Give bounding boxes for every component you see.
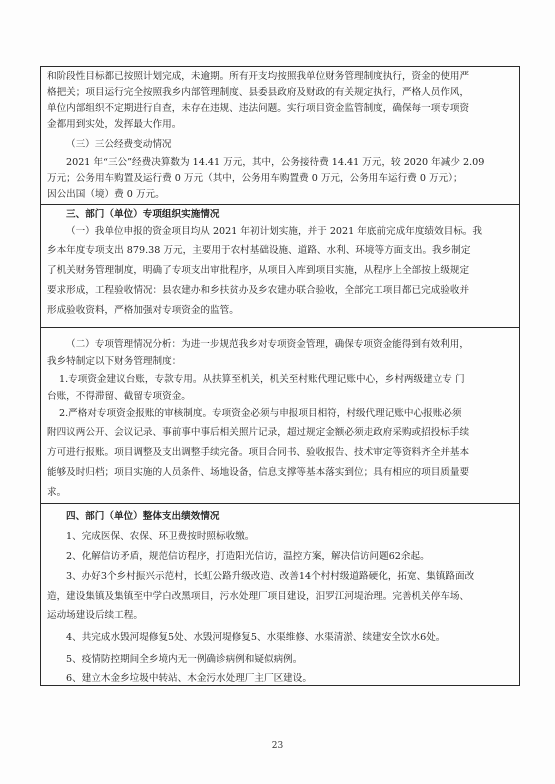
text-line: 台账，不得滞留、截留专项资金。: [47, 391, 191, 402]
text-line: 单位内部组织不定期进行自查，未存在违规、违法问题。实行项目资金监管制度，确保每一项专项资: [47, 103, 470, 114]
table-divider: [41, 503, 519, 504]
list-item: 3、办好3个乡村振兴示范村，长虹公路升级改造、改善14个村村级道路硬化，拓宽、集镇路面改: [66, 571, 475, 582]
text-line: 形成验收资料，严格加强对专项资金的监管。: [47, 305, 239, 316]
text-line: 金都用到实处，发挥最大作用。: [47, 119, 182, 130]
table-divider: [41, 327, 519, 328]
table-divider: [41, 204, 519, 205]
text-line: 了机关财务管理制度，明确了专项支出审批程序，从项目入库到项目实施，从程序上全部按上级规定: [47, 265, 470, 276]
text-line: 乡本年度专项支出 879.38 万元，主要用于农村基础设施、道路、水利、环境等方面支出。我乡制定: [47, 245, 471, 256]
text-line: 和阶段性目标都已按照计划完成，未逾期。所有开支均按照我单位财务管理制度执行，资金的使用严: [47, 71, 470, 82]
text-line: 要求形成，工程验收情况：县农建办和乡扶贫办及乡农建办联合验收，全部完工项目都已完成验收并: [47, 285, 470, 296]
list-item: 5、疫情防控期间全乡境内无一例确诊病例和疑似病例。: [66, 654, 303, 665]
table-frame: [40, 66, 520, 686]
text-line: 2021 年“三公”经费决算数为 14.41 万元，其中，公务接待费 14.41 万元，较 2020 年减少 2.09: [66, 157, 485, 168]
text-line: 能够及时归档；项目实施的人员条件、场地设备，信息支撑等基本落实到位；具有相应的项目质量要: [47, 467, 470, 478]
text-line: （一）我单位申报的资金项目均从 2021 年初计划实施，并于 2021 年底前完成年度绩效目标。我: [66, 226, 482, 237]
text-line: 1.专项资金建议台账，专款专用。从扶算至机关，机关至村账代理记账中心，乡村两级建立专 门: [59, 374, 465, 385]
text-line: 2.严格对专项资金报账的审核制度。专项资金必须与申报项目相符，村级代理记账中心报账必须: [59, 408, 462, 419]
text-line: 求。: [47, 487, 67, 498]
section-heading: 四、部门（单位）整体支出绩效情况: [66, 511, 220, 522]
text-line: 万元；公务用车购置及运行费 0 万元（其中，公务用车购置费 0 万元，公务用车运行费 0 万元）；: [47, 173, 463, 184]
text-line: 我乡特制定以下财务管理制度：: [47, 356, 182, 367]
text-line: 方可进行报账。项目调整及支出调整手续完备。项目合同书、验收报告、技术审定等资料齐全并基本: [47, 447, 470, 458]
text-line: 格把关；项目运行完全按照我乡内部管理制度、县委县政府及财政的有关规定执行，严格人员作风，: [47, 87, 470, 98]
list-item: 4、共完成水毁河堤修复5处、水毁河堤修复5、水渠维修、水渠清淤、续建安全饮水6处。: [66, 632, 446, 643]
section-heading: 三、部门（单位）专项组织实施情况: [66, 209, 220, 220]
text-line: （二）专项管理情况分析：为进一步规范我乡对专项资金管理，确保专项资金能得到有效利用，: [66, 339, 469, 350]
subsection-heading: （三）三公经费变动情况: [66, 139, 172, 150]
page-number: 23: [271, 741, 284, 751]
text-line: 附四议两公开、会议记录、事前事中事后相关照片记录，超过规定金额必须走政府采购或招投标手续: [47, 427, 470, 438]
list-item: 1、完成医保、农保、环卫费按时照标收缴。: [66, 531, 255, 542]
list-item: 6、建立木金乡垃圾中转站、木金污水处理厂主厂区建设。: [66, 673, 312, 684]
text-line: 因公出国（境）费 0 万元。: [47, 189, 165, 200]
text-line: 造，建设集镇及集镇至中学白改黑项目，污水处理厂项目建设，汨罗江河堤治理。完善机关停车场、: [47, 591, 470, 602]
list-item: 2、化解信访矛盾，规范信访程序，打造阳光信访，温控方案，解决信访问题62余起。: [66, 551, 430, 562]
text-line: 运动场建设后续工程。: [47, 610, 143, 621]
